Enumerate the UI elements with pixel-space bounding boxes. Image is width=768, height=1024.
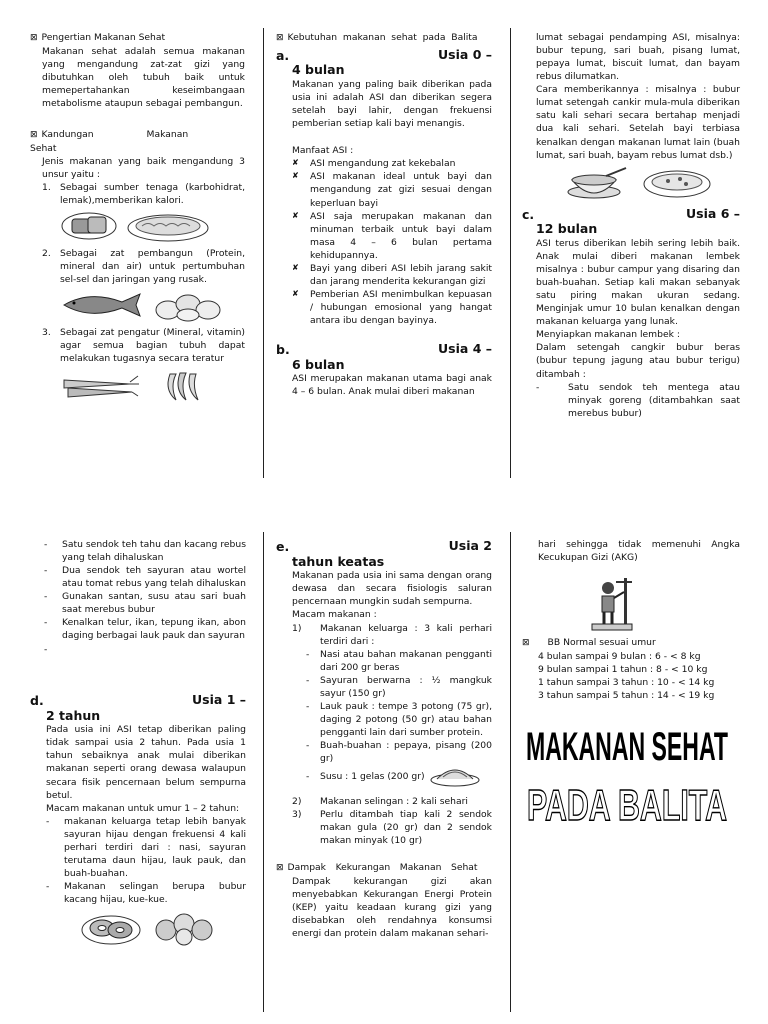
macam-makanan-title: Macam makanan : [292,609,377,621]
column-4 [44,538,246,656]
list-item: - Satu sendok teh mentega atau minyak goreng (ditambahkan saat merebus bubur) [536,381,740,419]
list-item: - Makanan selingan berupa bubur kacang hijau, kue-kue. [46,881,246,906]
list-item: - makanan keluarga tetap lebih banyak sayuran hijau dengan frekuensi 4 kali perhari terdiri dari : nasi, sayuran terutama daun hijau, lauk pauk, dan buah-buahan. [46,815,246,879]
rice-plate-image [126,211,210,243]
section-title-kandungan: ⊠ Kandungan Makanan Sehat [30,129,189,154]
list-item: - Satu sendok teh tahu dan kacang rebus yang telah dihaluskan [44,539,246,564]
section-title-pengertian: ⊠ Pengertian Makanan Sehat [30,32,166,43]
column-2 [276,31,492,399]
x-mark-icon: ✘ [292,158,299,168]
x-mark-icon: ✘ [292,288,299,298]
list-item: ✘ ASI saja merupakan makanan dan minuman terbaik untuk bayi dalam masa 4 – 6 bulan pertama kehidupannya. [292,210,492,261]
x-mark-icon: ✘ [292,171,299,181]
heading-usia-4-6: Usia 4 – 6 bulan [292,341,492,372]
column-divider-3 [263,532,264,1012]
donuts-plate-image [80,910,142,946]
column-3 [522,31,740,420]
heading-letter-a: a. [276,47,290,63]
bb-normal-title: ⊠ BB Normal sesuai umur [522,637,656,649]
manfaat-title: Manfaat ASI : [292,145,354,157]
heading-usia-2-keatas: Usia 2 tahun keatas [292,538,492,569]
list-item: 3. Sebagai zat pengatur (Mineral, vitamin) agar semua bagian tubuh dapat melakukan tugasnya secara teratur [42,327,245,365]
carrots-image [60,370,140,400]
heading-usia-1-2: Usia 1 – 2 tahun [46,692,246,723]
list-item: 2. Sebagai zat pembangun (Protein, mineral dan air) untuk pertumbuhan sel-sel dan jaringan yang rusak. [42,248,245,286]
x-mark-icon: ✘ [292,262,299,272]
checkbox-bullet-icon: ⊠ [276,863,284,874]
list-item: - Buah-buahan : pepaya, pisang (200 gr) [306,740,492,765]
bb-row: 3 tahun sampai 5 tahun : 14 - < 19 kg [538,690,715,702]
column-divider-4 [510,532,511,1012]
checkbox-bullet-icon: ⊠ [276,33,284,43]
eggs-image [152,290,226,322]
column-5 [276,538,492,941]
usia-2-keatas-text: Makanan pada usia ini sama dengan orang dewasa dan secara fisiologis saluran pencernaan mungkin sudah sempurna. [292,570,492,608]
menyiapkan-text: Dalam setengah cangkir bubur beras (bubur tepung jagung atau bubur terigu) ditambah : [536,342,740,380]
list-item: - Dua sendok teh sayuran atau wortel atau tomat rebus yang telah dihaluskan [44,565,246,590]
bb-row: 1 tahun sampai 3 tahun : 10 - < 14 kg [538,677,715,689]
column-6 [522,538,740,702]
list-item: ✘ Pemberian ASI menimbulkan kepuasan / hubungan emosional yang hangat antara ibu dengan bayinya. [292,288,492,327]
list-item: 1. Sebagai sumber tenaga (karbohidrat, lemak),memberikan kalori. [42,182,245,207]
heading-letter-b: b. [276,342,290,358]
cakes-image [152,910,216,946]
list-item: ✘ ASI mengandung zat kekebalan [292,158,456,170]
section-title-dampak: ⊠ Dampak Kekurangan Makanan Sehat [276,862,478,874]
fruit-plate-image [429,765,481,787]
menyiapkan-title: Menyiapkan makanan lembek : [536,329,680,341]
bread-image [60,211,118,241]
list-item: ✘ Bayi yang diberi ASI lebih jarang sakit dan jarang menderita kekurangan gizi [292,262,492,287]
list-item: - Nasi atau bahan makanan pengganti dari 200 gr beras [306,648,492,673]
pengertian-text: Makanan sehat adalah semua makanan yang mengandung zat-zat gizi yang dibutuhkan oleh tubuh baik untuk memepertahankan keseimbangaan metabolisme ataupun sebagai pembangun. [42,45,245,110]
soup-bowl-image [642,166,712,200]
akg-text: hari sehingga tidak memenuhi Angka Kecukupan Gizi (AKG) [538,539,740,564]
list-item: 2) Makanan selingan : 2 kali sehari [292,796,468,808]
section-title-kebutuhan: ⊠ Kebutuhan makanan sehat pada Balita [276,32,478,43]
list-item: 3) Perlu ditambah tiap kali 2 sendok makan gula (20 gr) dan 2 sendok makan minyak (10 gr) [292,809,492,847]
fish-image [60,290,144,320]
list-item: - Kenalkan telur, ikan, tepung ikan, abon daging berbagai lauk pauk dan sayuran [44,617,246,642]
list-item: ✘ ASI makanan ideal untuk bayi dan mengandung zat gizi sesuai dengan keperluan bayi [292,171,492,209]
cara-memberikan-text: Cara memberikannya : misalnya : bubur lumat setengah cankir mula-mula diberikan satu kali sehari secara bertahap menjadi dua kali sehari. Setelah bayi terbiasa kenalkan dengan makanan lumat lain (buah lumat, sari buah, bayam rebus lumat dsb.) [536,84,740,161]
heading-letter-d: d. [30,693,44,708]
kandungan-intro: Jenis makanan yang baik mengandung 3 unsur yaitu : [42,155,245,180]
banana-image [162,370,206,402]
list-item: - Susu : 1 gelas (200 gr) [306,765,492,787]
list-item: - Lauk pauk : tempe 3 potong (75 gr), daging 2 potong (50 gr) atau bahan pengganti lain dari sumber protein. [306,700,492,738]
heading-letter-e: e. [276,539,290,554]
usia-4-6-text: ASI merupakan makanan utama bagi anak 4 – 6 bulan. Anak mulai diberi makanan [292,373,492,398]
macam-makanan-1-2: Macam makanan untuk umur 1 – 2 tahun: [46,802,240,814]
checkbox-bullet-icon: ⊠ [30,33,38,43]
checkbox-bullet-icon: ⊠ [522,638,530,649]
list-item: 1) Makanan keluarga : 3 kali perhari terdiri dari : [292,622,492,647]
column-1 [30,31,245,402]
svg-text:MAKANAN SEHAT: MAKANAN SEHAT [526,725,728,769]
column-4-lower [30,692,246,946]
heading-letter-c: c. [522,206,535,222]
heading-usia-0-4: Usia 0 – 4 bulan [292,46,492,78]
dampak-text: Dampak kekurangan gizi akan menyebabkan Kekurangan Energi Protein (KEP) yaitu keadaan kurang gizi yang disebabkan oleh rendahnya konsumsi energi dan protein dalam makanan sehari- [292,876,492,940]
x-mark-icon: ✘ [292,210,299,220]
bb-row: 9 bulan sampai 1 tahun : 8 - < 10 kg [538,663,708,675]
list-item: - Gunakan santan, susu atau sari buah saat merebus bubur [44,591,246,616]
child-on-scale-image [586,574,636,634]
list-item: - Sayuran berwarna : ½ mangkuk sayur (150 gr) [306,674,492,699]
usia-1-2-text: Pada usia ini ASI tetap diberikan paling tidak sampai usia 2 tahun. Pada usia 1 tahun sebaiknya anak mulai diberikan makanan seperti orang dewasa walaupun secara fisik pencernaan belum sempurna betul. [46,724,246,801]
column-divider-2 [510,28,511,478]
lumat-text: lumat sebagai pendamping ASI, misalnya: bubur tepung, sari buah, pisang lumat, pepaya lumat, biscuit lumat, dan bayam rebus dilumatkan. [536,32,740,83]
title-makanan-sehat [522,708,732,772]
bb-row: 4 bulan sampai 9 bulan : 6 - < 8 kg [538,650,701,662]
svg-text:PADA BALITA: PADA BALITA [527,781,727,830]
usia-6-12-text: ASI terus diberikan lebih sering lebih baik. Anak mulai diberi makanan lembek misalnya : bubur campur yang disaring dan buah-buahan. Setiap kali makan sebanyak satu piring makan ukuran sedang. Menginjak umur 10 bulan kenalkan dengan makanan keluarga yang lunak. [536,237,740,328]
list-item: - [44,643,48,655]
checkbox-bullet-icon: ⊠ [30,130,38,141]
heading-usia-6-12: Usia 6 – 12 bulan [536,205,740,237]
title-pada-balita [522,768,732,832]
usia-0-4-text: Makanan yang paling baik diberikan pada usia ini adalah ASI dan diberikan segera setelah bayi lahir, dengan frekuensi pemberian setiap kali bayi menangis. [292,79,492,130]
porridge-bowl-image [566,166,628,200]
column-divider-1 [263,28,264,478]
